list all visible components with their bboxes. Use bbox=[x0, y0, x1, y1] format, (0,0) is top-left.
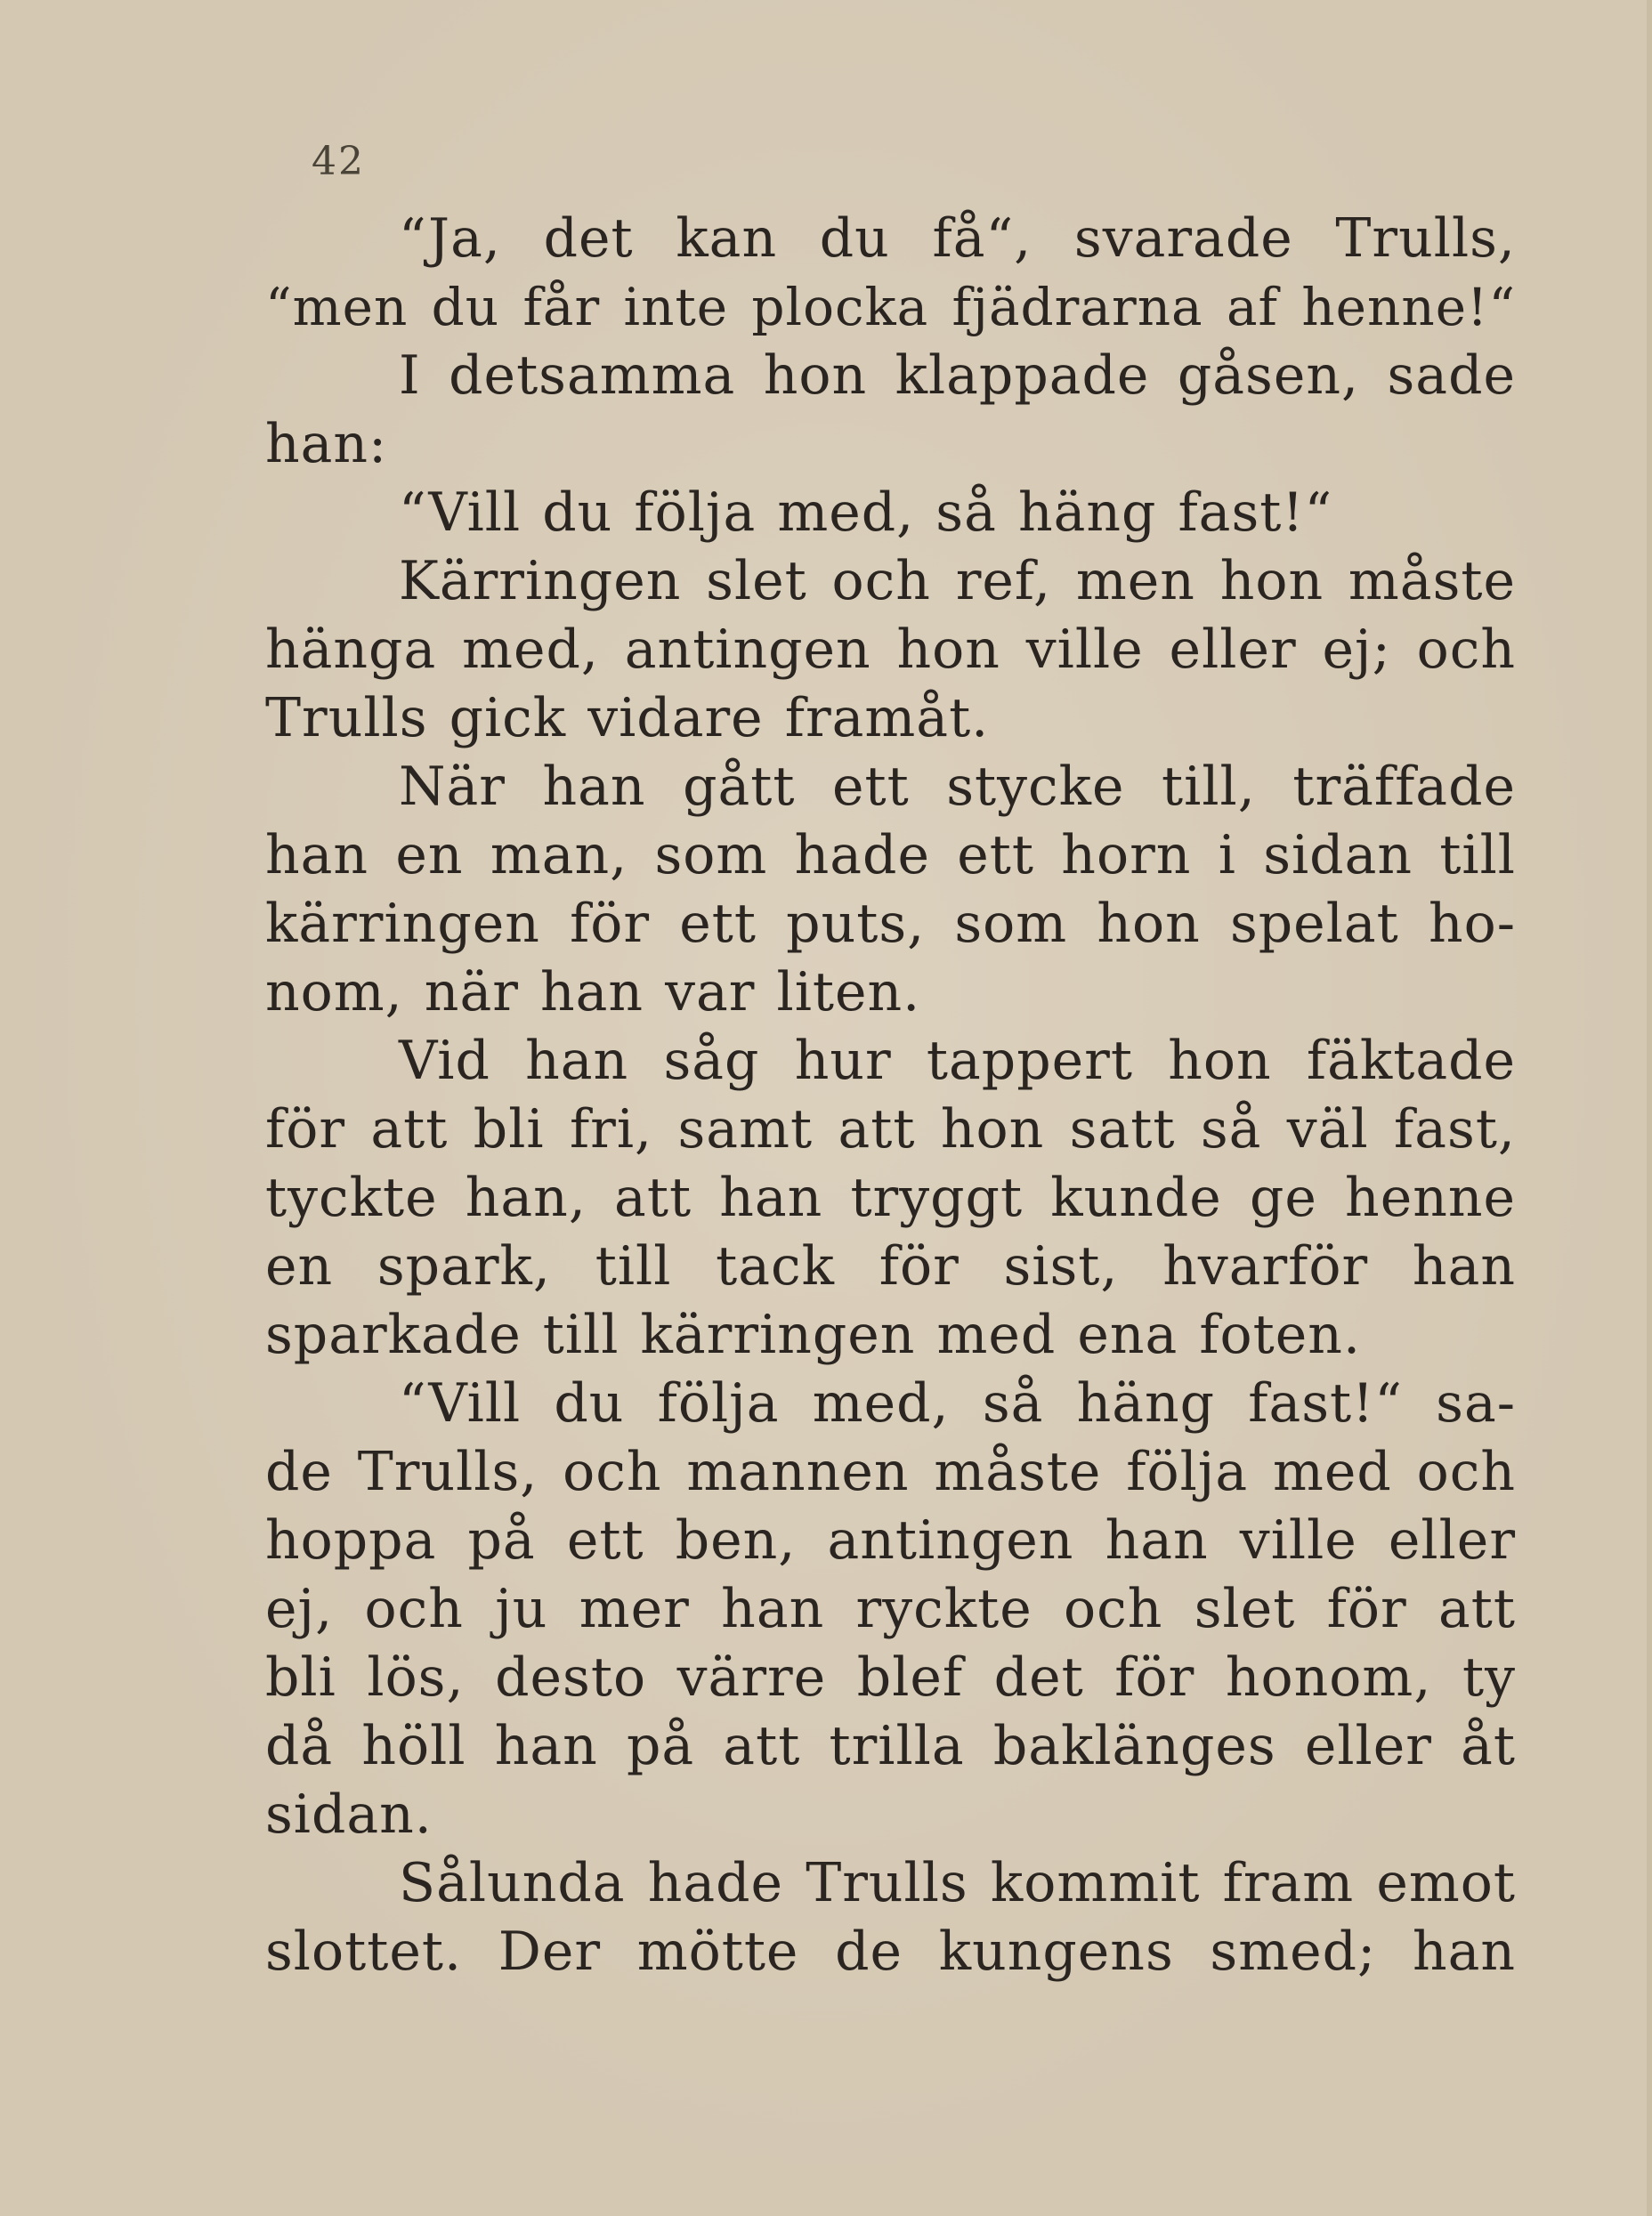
text-line: “Vill du följa med, så häng fast!“ sa- bbox=[399, 1372, 1516, 1435]
text-line: han: bbox=[265, 413, 388, 475]
text-line: då höll han på att trilla baklänges eller åt bbox=[265, 1715, 1516, 1777]
body-text bbox=[265, 205, 1516, 1986]
text-line: kärringen för ett puts, som hon spelat ho- bbox=[265, 893, 1516, 955]
text-line: hänga med, antingen hon ville eller ej; och bbox=[265, 619, 1516, 681]
text-line: Trulls gick vidare framåt. bbox=[265, 687, 990, 749]
text-line: “Ja, det kan du få“, svarade Trulls, bbox=[399, 207, 1516, 270]
text-line: de Trulls, och mannen måste följa med och bbox=[265, 1441, 1516, 1503]
text-line: tyckte han, att han tryggt kunde ge henne bbox=[265, 1167, 1516, 1229]
text-line: slottet. Der mötte de kungens smed; han bbox=[265, 1921, 1516, 1983]
text-line: sidan. bbox=[265, 1783, 433, 1846]
text-line: ej, och ju mer han ryckte och slet för att bbox=[265, 1578, 1516, 1640]
text-line: Vid han såg hur tappert hon fäktade bbox=[399, 1030, 1516, 1092]
text-line: för att bli fri, samt att hon satt så väl fast, bbox=[265, 1098, 1516, 1161]
text-line: sparkade till kärringen med ena foten. bbox=[265, 1304, 1362, 1366]
text-line: han en man, som hade ett horn i sidan till bbox=[265, 824, 1516, 886]
text-line: “men du får inte plocka fjädrarna af henne!“ bbox=[265, 277, 1516, 337]
text-line: en spark, till tack för sist, hvarför han bbox=[265, 1235, 1516, 1298]
page-edge bbox=[1647, 0, 1652, 2216]
text-line: Kärringen slet och ref, men hon måste bbox=[399, 550, 1516, 612]
text-line: I detsamma hon klappade gåsen, sade bbox=[399, 344, 1516, 407]
text-line: hoppa på ett ben, antingen han ville eller bbox=[265, 1509, 1516, 1572]
text-line: nom, när han var liten. bbox=[265, 961, 921, 1023]
text-line: bli lös, desto värre blef det för honom, ty bbox=[265, 1646, 1516, 1709]
text-line: Sålunda hade Trulls kommit fram emot bbox=[399, 1852, 1516, 1914]
text-line: När han gått ett stycke till, träffade bbox=[399, 756, 1516, 818]
page-number: 42 bbox=[312, 139, 365, 184]
text-line: “Vill du följa med, så häng fast!“ bbox=[399, 481, 1333, 544]
